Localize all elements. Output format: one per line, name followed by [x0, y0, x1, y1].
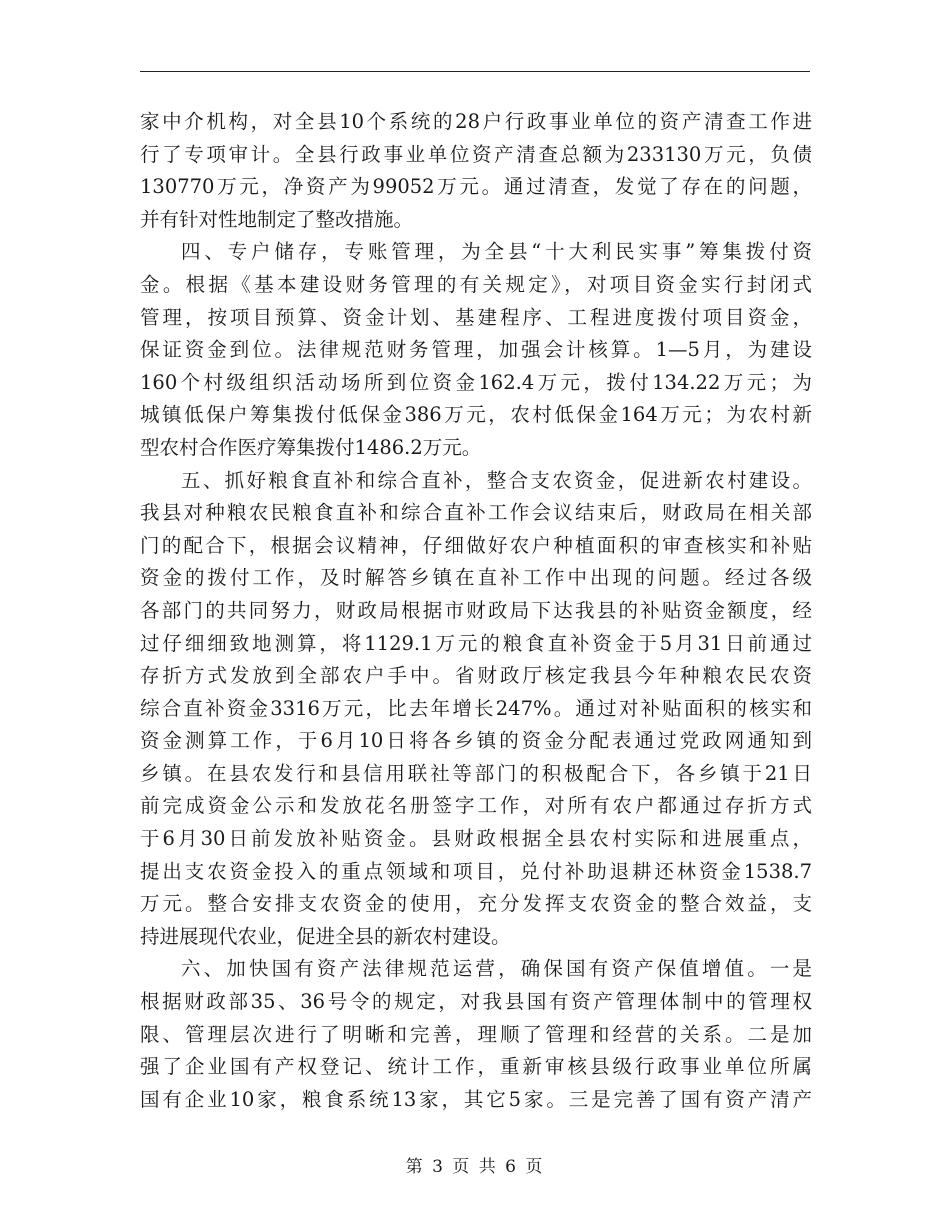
section-four-heading: 四、专户储存，专账管理，为全县“十大利民实事”筹集拨付资 [181, 240, 812, 264]
body-line-30: 强了企业国有产权登记、统计工作，重新审核县级行政事业单位所属 [140, 1055, 812, 1079]
body-line-10: 城镇低保户筹集拨付低保金386万元，农村低保金164万元；为农村新 [140, 403, 812, 427]
body-line-8: 保证资金到位。法律规范财务管理，加强会计核算。1—5月，为建设 [140, 338, 812, 362]
section-five-heading: 五、抓好粮食直补和综合直补，整合支农资金，促进新农村建设。 [181, 468, 812, 492]
body-line-29: 限、管理层次进行了明晰和完善，理顺了管理和经营的关系。二是加 [140, 1022, 812, 1046]
body-line-31: 国有企业10家，粮食系统13家，其它5家。三是完善了国有资产清产 [140, 1087, 812, 1111]
header-rule [140, 71, 810, 72]
page-footer: 第 3 页 共 6 页 [405, 1157, 545, 1177]
body-line-24: 提出支农资金投入的重点领域和项目，兑付补助退耕还林资金1538.7 [140, 859, 812, 883]
body-line-20: 资金测算工作，于6月10日将各乡镇的资金分配表通过党政网通知到 [140, 729, 812, 753]
body-line-2: 行了专项审计。全县行政事业单位资产清查总额为233130万元，负债 [140, 142, 812, 166]
body-line-9: 160个村级组织活动场所到位资金162.4万元，拨付134.22万元；为 [140, 370, 812, 394]
body-line-18: 存折方式发放到全部农户手中。省财政厅核定我县今年种粮农民农资 [140, 664, 812, 688]
body-line-14: 门的配合下，根据会议精神，仔细做好农户种植面积的审查核实和补贴 [140, 533, 812, 557]
body-line-26: 持进展现代农业，促进全县的新农村建设。 [140, 924, 511, 948]
body-line-17: 过仔细细致地测算，将1129.1万元的粮食直补资金于5月31日前通过 [140, 631, 812, 655]
body-line-25: 万元。整合安排支农资金的使用，充分发挥支农资金的整合效益，支 [140, 892, 812, 916]
body-line-21: 乡镇。在县农发行和县信用联社等部门的积极配合下，各乡镇于21日 [140, 761, 812, 785]
body-line-4: 并有针对性地制定了整改措施。 [140, 207, 414, 231]
body-line-7: 管理，按项目预算、资金计划、基建程序、工程进度拨付项目资金， [140, 305, 812, 329]
body-line-23: 于6月30日前发放补贴资金。县财政根据全县农村实际和进展重点， [140, 827, 812, 851]
body-line-13: 我县对种粮农民粮食直补和综合直补工作会议结束后，财政局在相关部 [140, 501, 812, 525]
document-body [140, 106, 812, 1116]
body-line-15: 资金的拨付工作，及时解答乡镇在直补工作中出现的问题。经过各级 [140, 566, 812, 590]
body-line-22: 前完成资金公示和发放花名册签字工作，对所有农户都通过存折方式 [140, 794, 812, 818]
body-line-6: 金。根据《基本建设财务管理的有关规定》，对项目资金实行封闭式 [140, 272, 812, 296]
body-line-3: 130770万元，净资产为99052万元。通过清查，发觉了存在的问题， [140, 175, 812, 199]
body-line-11: 型农村合作医疗筹集拨付1486.2万元。 [140, 435, 482, 459]
body-line-16: 各部门的共同努力，财政局根据市财政局下达我县的补贴资金额度，经 [140, 598, 812, 622]
body-line-19: 综合直补资金3316万元，比去年增长247%。通过对补贴面积的核实和 [140, 696, 812, 720]
body-line-28: 根据财政部35、36号令的规定，对我县国有资产管理体制中的管理权 [140, 990, 812, 1014]
section-six-heading: 六、加快国有资产法律规范运营，确保国有资产保值增值。一是 [181, 957, 812, 981]
body-line-1: 家中介机构，对全县10个系统的28户行政事业单位的资产清查工作进 [140, 110, 812, 133]
